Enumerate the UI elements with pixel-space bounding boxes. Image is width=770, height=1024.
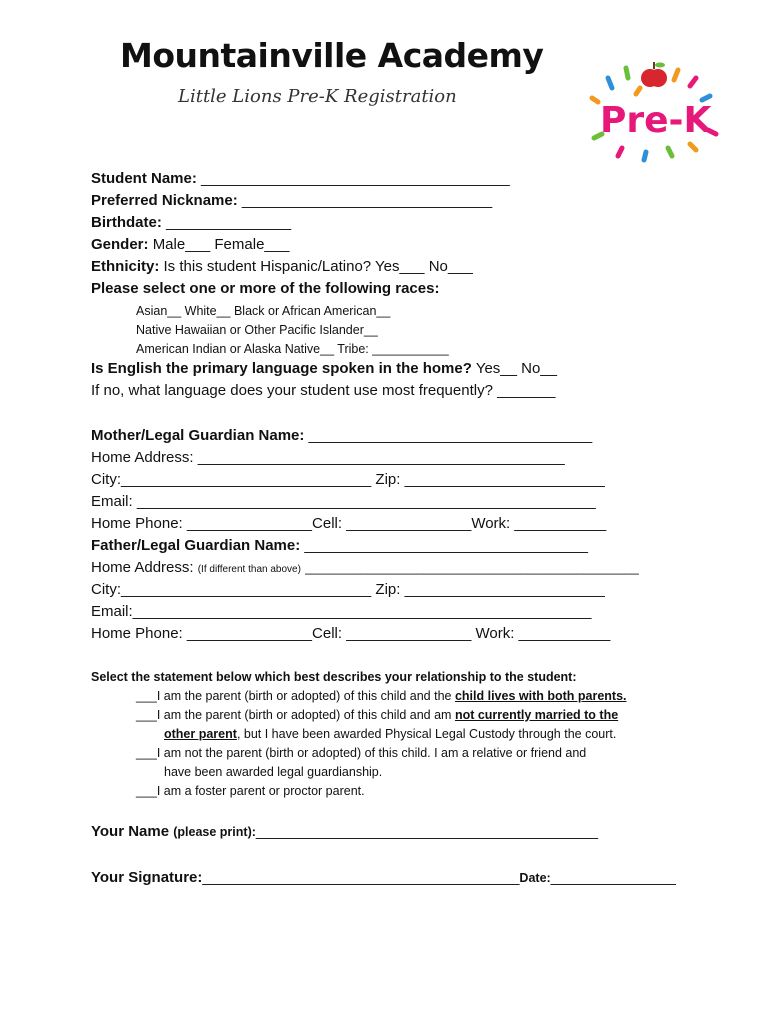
date-blank[interactable]: _______________ — [550, 869, 676, 886]
relationship-option-2-cont-text: , but I have been awarded Physical Legal Custody through the court. — [236, 727, 617, 741]
father-address-line[interactable] — [91, 558, 639, 580]
english-question: Is English the primary language spoken in the home? — [91, 360, 472, 377]
ethnicity-question[interactable]: Is this student Hispanic/Latino? Yes___ No___ — [163, 258, 473, 275]
father-name-label: Father/Legal Guardian Name: — [91, 537, 301, 554]
relationship-option-1-emphasis: child lives with both parents. — [454, 689, 627, 703]
relationship-option-3-continued: have been awarded legal guardianship. — [164, 765, 383, 779]
relationship-option-2-text: ___I am the parent (birth or adopted) of this child and am — [136, 708, 455, 722]
ethnicity-label: Ethnicity: — [91, 258, 160, 275]
gender-options[interactable]: Male___ Female___ — [152, 236, 290, 253]
mother-name-blank[interactable]: __________________________________ — [308, 427, 593, 444]
relationship-option-4[interactable]: ___I am a foster parent or proctor parent. — [136, 784, 365, 798]
mother-name-label: Mother/Legal Guardian Name: — [91, 427, 305, 444]
english-line[interactable] — [91, 359, 557, 379]
father-city-zip-line[interactable]: City:______________________________ Zip: ________________________ — [91, 581, 605, 598]
races-prompt: Please select one or more of the following races: — [91, 280, 440, 297]
mother-address-line[interactable]: Home Address: ____________________________________________ — [91, 449, 565, 466]
relationship-option-2-cont-emphasis: other parent — [164, 727, 237, 741]
birthdate-label: Birthdate: — [91, 214, 162, 231]
ethnicity-line[interactable] — [91, 257, 473, 277]
nickname-line[interactable] — [91, 191, 492, 211]
races-options-2[interactable]: Native Hawaiian or Other Pacific Islander__ — [136, 323, 378, 337]
father-name-line[interactable] — [91, 536, 588, 556]
form-title: Little Lions Pre-K Registration — [178, 86, 457, 107]
birthdate-blank[interactable]: _______________ — [166, 214, 292, 231]
father-address-note: (If different than above) — [197, 564, 301, 575]
races-options-3[interactable]: American Indian or Alaska Native__ Tribe: ___________ — [136, 342, 449, 356]
gender-line[interactable] — [91, 235, 289, 255]
signature-line[interactable] — [91, 868, 676, 888]
your-name-note: (please print): — [173, 825, 256, 839]
signature-blank[interactable]: ______________________________________ — [202, 869, 520, 886]
father-address-blank[interactable]: ________________________________________________ — [305, 561, 639, 575]
nickname-label: Preferred Nickname: — [91, 192, 238, 209]
relationship-option-2[interactable] — [136, 705, 618, 725]
father-phone-line[interactable]: Home Phone: _______________Cell: _______________ Work: ___________ — [91, 625, 611, 642]
your-name-blank[interactable]: _________________________________________ — [255, 823, 598, 840]
school-name: Mountainville Academy — [120, 36, 544, 75]
relationship-prompt: Select the statement below which best describes your relationship to the student: — [91, 670, 577, 684]
mother-email-line[interactable]: Email: _______________________________________________________ — [91, 493, 596, 510]
student-name-blank[interactable]: _____________________________________ — [201, 170, 510, 187]
logo-text: Pre-K — [600, 100, 712, 141]
language-question[interactable]: If no, what language does your student use most frequently? _______ — [91, 382, 556, 399]
relationship-option-1-text: ___I am the parent (birth or adopted) of this child and the — [136, 689, 455, 703]
father-email-line[interactable]: Email:_______________________________________________________ — [91, 603, 592, 620]
relationship-option-3[interactable]: ___I am not the parent (birth or adopted) of this child. I am a relative or friend and — [136, 746, 587, 760]
signature-label: Your Signature: — [91, 869, 203, 886]
relationship-option-1[interactable] — [136, 686, 627, 706]
relationship-option-2-continued — [164, 724, 616, 744]
birthdate-line[interactable] — [91, 213, 291, 233]
your-name-line[interactable] — [91, 822, 598, 842]
mother-phone-line[interactable]: Home Phone: _______________Cell: _______________Work: ___________ — [91, 515, 607, 532]
mother-city-zip-line[interactable]: City:______________________________ Zip: ________________________ — [91, 471, 605, 488]
mother-name-line[interactable] — [91, 426, 592, 446]
your-name-label: Your Name — [91, 823, 170, 840]
apple-icon — [641, 62, 667, 87]
student-name-line[interactable] — [91, 169, 510, 189]
relationship-option-2-emphasis: not currently married to the — [454, 708, 619, 722]
gender-label: Gender: — [91, 236, 149, 253]
father-address-label: Home Address: — [91, 559, 194, 576]
pre-k-logo — [588, 58, 728, 168]
english-options[interactable]: Yes__ No__ — [475, 360, 557, 377]
date-label: Date: — [519, 871, 551, 885]
nickname-blank[interactable]: ______________________________ — [241, 192, 493, 209]
student-name-label: Student Name: — [91, 170, 197, 187]
father-name-blank[interactable]: __________________________________ — [304, 537, 589, 554]
races-options-1[interactable]: Asian__ White__ Black or African American__ — [136, 304, 391, 318]
